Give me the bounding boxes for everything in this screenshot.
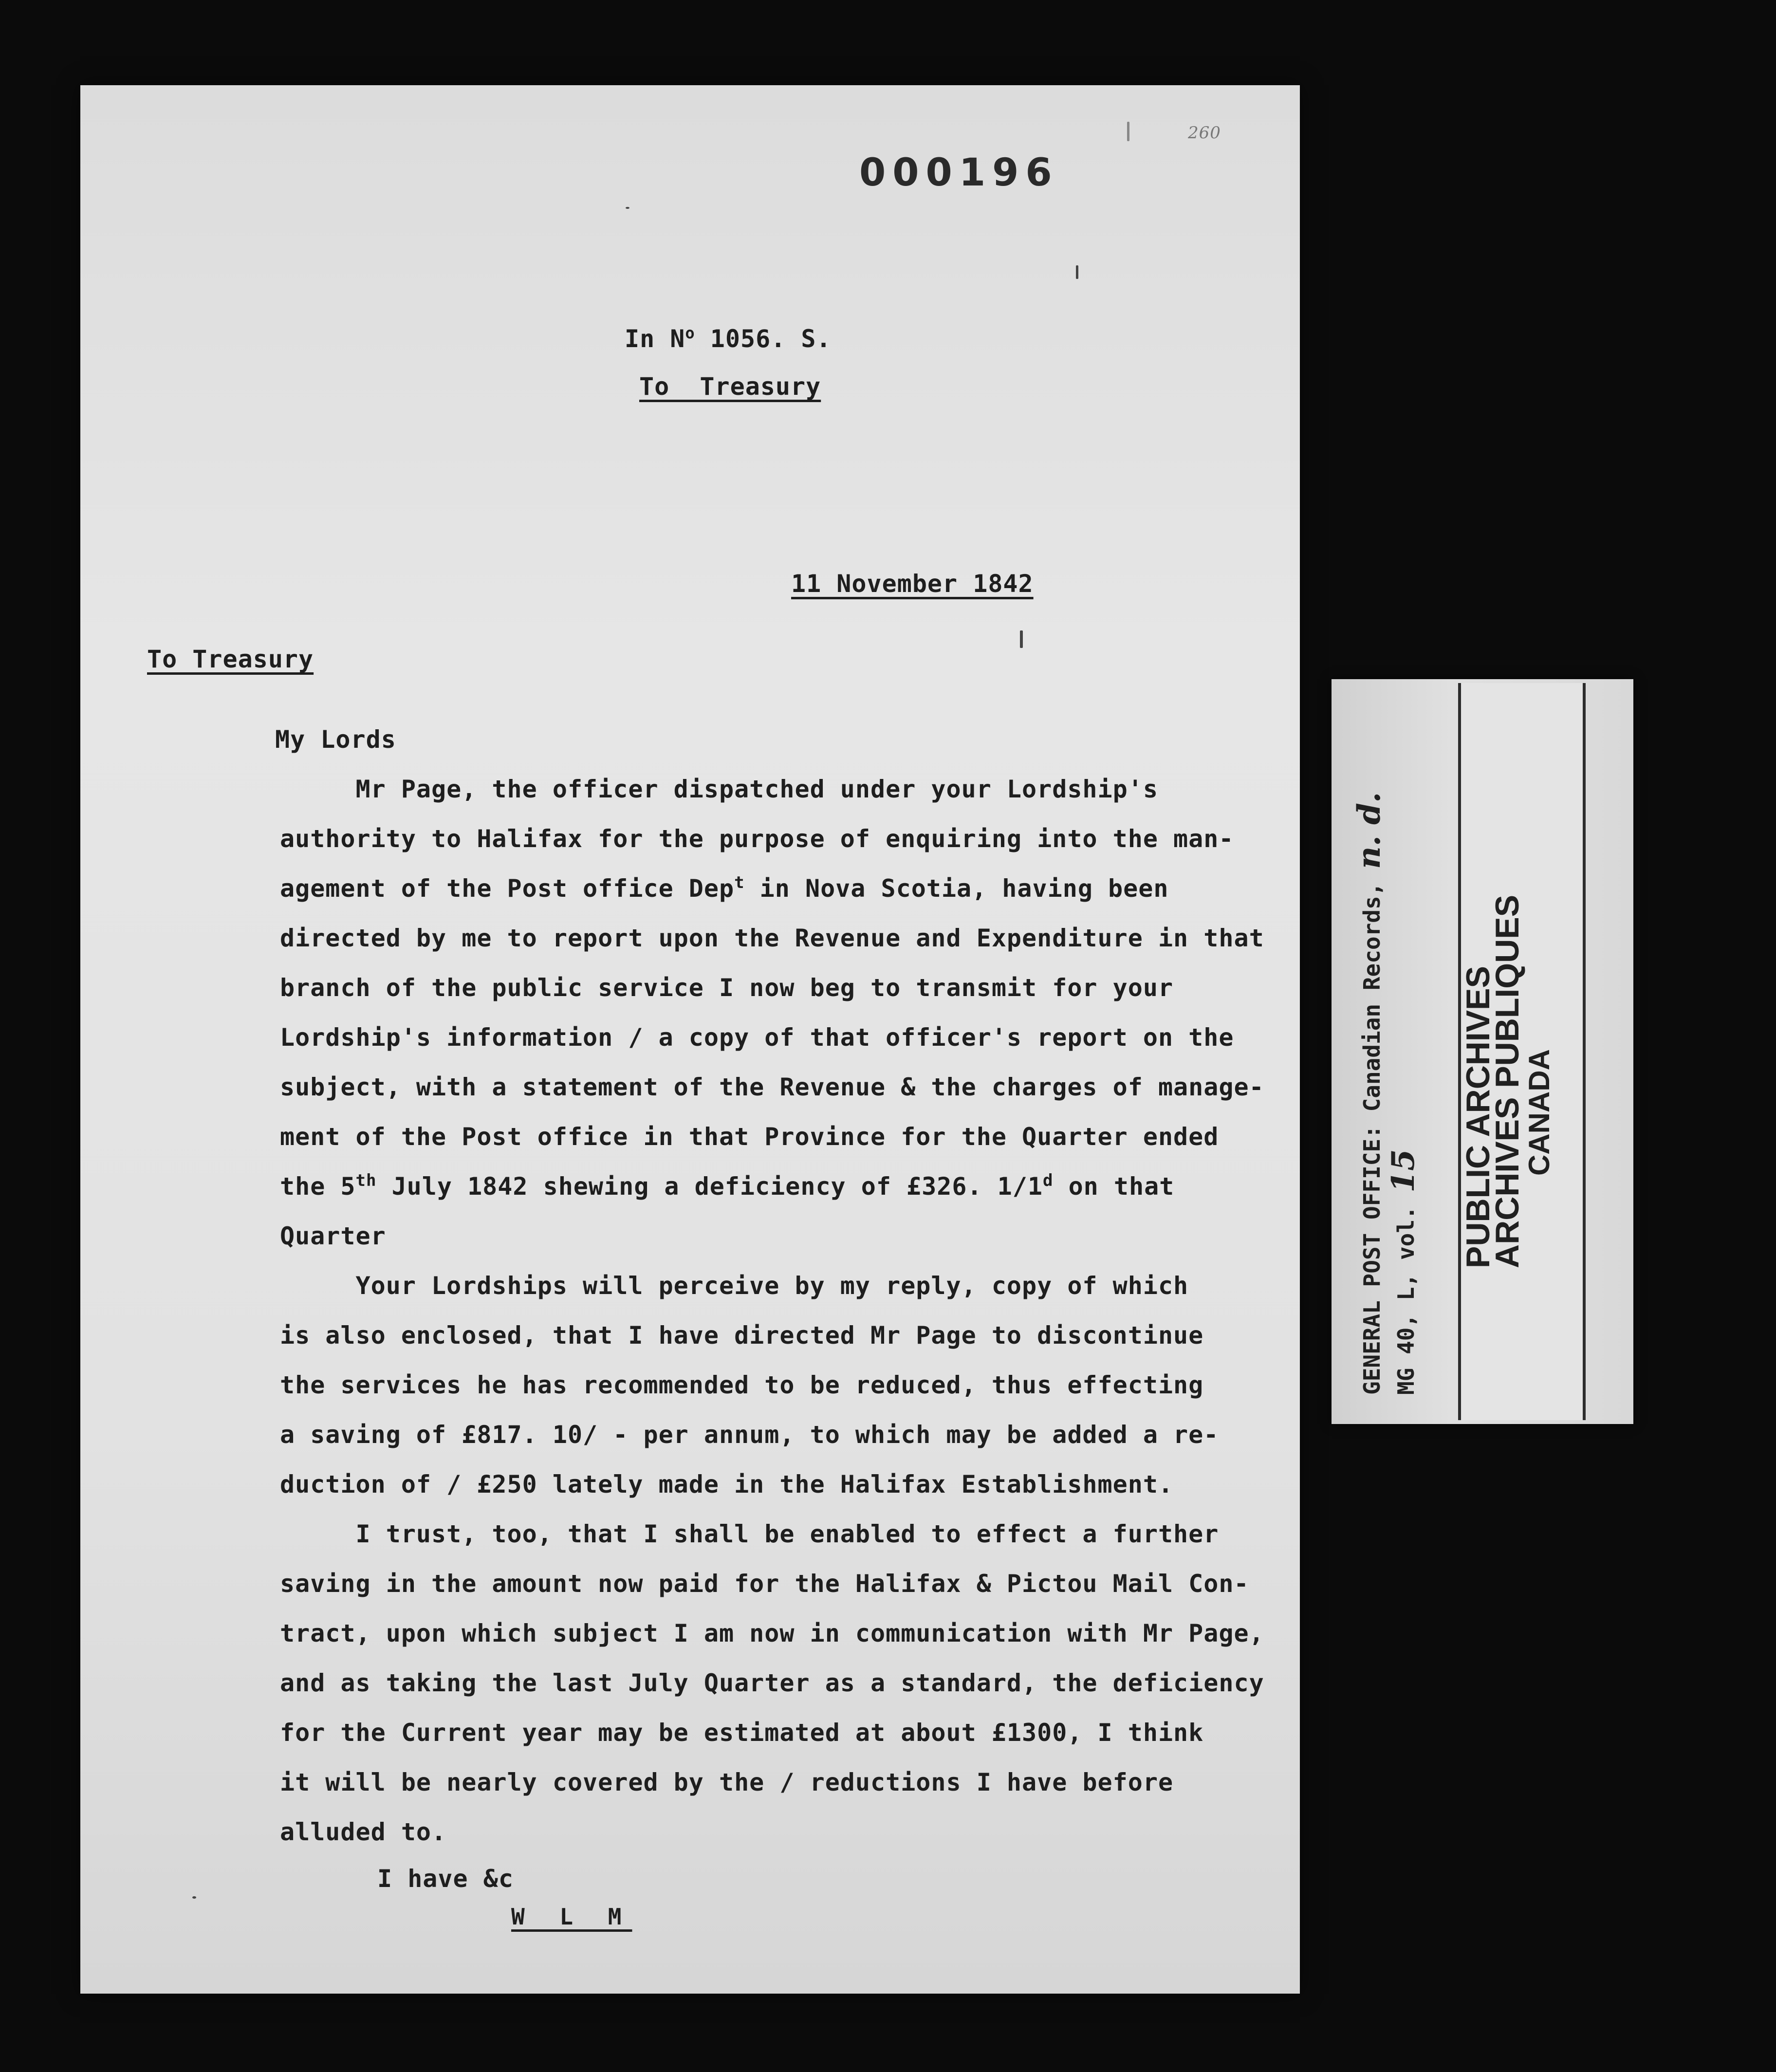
body-line [280,1609,1283,1658]
body-line-text: subject, with a statement of the Revenue & the charges of manage- [280,1073,1264,1101]
pencil-folio-number: 260 [1188,123,1221,143]
body-line-text: it will be nearly covered by the / reductions I have before [280,1768,1174,1796]
body-line [280,1062,1283,1112]
reference-number: In $N^o$ 1056. S. [625,324,832,353]
body-line [280,1807,1283,1857]
body-line-text: the services he has recommended to be reduced, thus effecting [280,1371,1204,1399]
body-line-text: a saving of £817. 10/ - per annum, to which may be added a re- [280,1421,1219,1449]
archive-stamp-number: 000196 [859,151,1059,195]
paper-mark [1076,265,1078,279]
salutation: My Lords [275,725,396,754]
body-line [280,864,1283,913]
body-line-text: I trust, too, that I shall be enabled to effect a further [280,1520,1219,1548]
label-canada: CANADA [1523,1049,1555,1176]
addressee: To Treasury [147,645,314,673]
closing-phrase: I have &c [377,1865,514,1893]
pencil-mark [1127,122,1129,141]
label-volume-line: MG 40, L, vol. 15 [1385,1149,1422,1395]
paper-speck [626,207,629,209]
signature-initials: W L M [511,1904,632,1930]
body-line [280,1013,1283,1062]
body-line [280,1460,1283,1509]
superscript: d [1042,1171,1054,1190]
letter-body [280,764,1283,1857]
body-line-text: branch of the public service I now beg to transmit for your [280,974,1174,1002]
heading-recipient: To Treasury [639,372,821,401]
body-line [280,1410,1283,1460]
paper-mark [1020,630,1023,648]
body-line [280,1162,1283,1211]
body-line [280,1658,1283,1708]
label-archives-publiques: ARCHIVES PUBLIQUES [1489,895,1526,1268]
body-line-text: agement of the Post office Dep [280,874,735,903]
body-line-text: tract, upon which subject I am now in communication with Mr Page, [280,1619,1264,1647]
body-line [280,1559,1283,1609]
body-line-text: alluded to. [280,1818,447,1846]
paper-speck [192,1896,196,1899]
body-line [280,1112,1283,1162]
body-line [280,1360,1283,1410]
body-line [280,913,1283,963]
body-line-text: Lordship's information / a copy of that officer's report on the [280,1023,1234,1052]
body-line [280,814,1283,864]
body-line [280,1211,1283,1261]
body-line-text: ment of the Post office in that Province for the Quarter ended [280,1123,1219,1151]
body-line [280,1311,1283,1360]
superscript: th [355,1171,377,1190]
body-line [280,1261,1283,1311]
body-line [280,1708,1283,1758]
superscript: t [734,873,745,892]
body-line-text: duction of / £250 lately made in the Halifax Establishment. [280,1470,1174,1498]
label-collection-line: GENERAL POST OFFICE: Canadian Records, n. d. [1351,792,1388,1395]
body-line-text: Mr Page, the officer dispatched under your Lordship's [280,775,1158,803]
body-line-text: saving in the amount now paid for the Halifax & Pictou Mail Con- [280,1570,1249,1598]
body-line-text: for the Current year may be estimated at about £1300, I think [280,1719,1204,1747]
body-line-text: Your Lordships will perceive by my reply, copy of which [280,1272,1189,1300]
label-public-archives: PUBLIC ARCHIVES [1460,966,1497,1268]
body-line-text: and as taking the last July Quarter as a standard, the deficiency [280,1669,1264,1697]
body-line-text: on that [1053,1172,1175,1201]
body-line-text: July 1842 shewing a deficiency of £326. 1/1 [376,1172,1043,1201]
body-line-text: is also enclosed, that I have directed Mr Page to discontinue [280,1321,1204,1350]
body-line [280,1758,1283,1807]
body-line-text: Quarter [280,1222,386,1250]
archive-label [1332,679,1633,1424]
body-line-text: the 5 [280,1172,356,1201]
letter-date: 11 November 1842 [791,570,1034,598]
body-line [280,764,1283,814]
body-line-text: directed by me to report upon the Revenue and Expenditure in that [280,924,1264,952]
body-line-text: authority to Halifax for the purpose of enquiring into the man- [280,825,1234,853]
body-line-text: in Nova Scotia, having been [744,874,1169,903]
body-line [280,963,1283,1013]
body-line [280,1509,1283,1559]
letter-page [80,85,1300,1994]
